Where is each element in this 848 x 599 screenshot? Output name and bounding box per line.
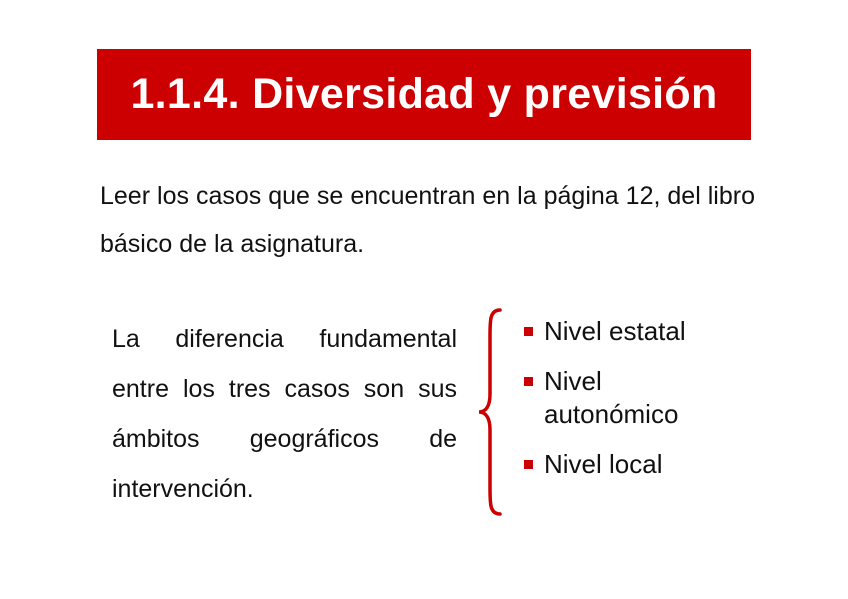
list-item-nivel-autonomico [522, 365, 752, 431]
levels-list [522, 315, 752, 498]
square-bullet-icon [524, 327, 533, 336]
square-bullet-icon [524, 377, 533, 386]
list-item-nivel-local [522, 448, 752, 481]
list-item-nivel-estatal [522, 315, 752, 348]
level-label: Nivel autonómico [544, 366, 679, 429]
curly-brace-icon [476, 306, 506, 518]
explanation-paragraph: La diferencia fundamental entre los tres casos son sus ámbitos geográficos de intervención. [112, 325, 457, 503]
intro-paragraph: Leer los casos que se encuentran en la página 12, del libro básico de la asignatura. [100, 182, 755, 258]
square-bullet-icon [524, 460, 533, 469]
level-label: Nivel estatal [544, 316, 686, 346]
slide-title: 1.1.4. Diversidad y previsión [130, 70, 718, 118]
title-banner [97, 49, 751, 140]
level-label: Nivel local [544, 449, 663, 479]
